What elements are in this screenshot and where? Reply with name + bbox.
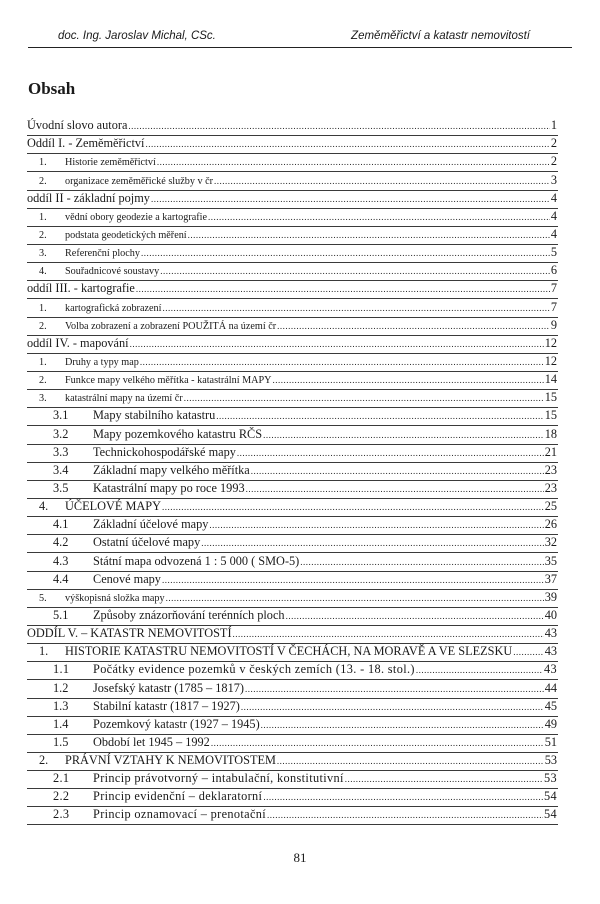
toc-entry-label: Historie zeměměřictví bbox=[65, 157, 156, 169]
toc-entry bbox=[27, 390, 558, 408]
toc-entry-page: 6 bbox=[550, 263, 557, 278]
dot-leader bbox=[214, 173, 550, 190]
toc-entry-label: Oddíl I. - Zeměměřictví bbox=[27, 136, 145, 151]
toc-entry bbox=[27, 245, 558, 263]
toc-entry-number: 2.3 bbox=[53, 807, 70, 822]
toc-entry-label: oddíl IV. - mapování bbox=[27, 335, 129, 350]
toc-entry-number: 1. bbox=[39, 211, 47, 223]
toc-entry-label: Funkce mapy velkého měřítka - katastrální MAPY bbox=[65, 375, 272, 387]
toc-entry-page: 53 bbox=[544, 753, 557, 768]
toc-entry-label: kartografická zobrazení bbox=[65, 302, 162, 314]
toc-entry-number: 1.3 bbox=[53, 698, 69, 713]
toc-entry-label: HISTORIE KATASTRU NEMOVITOSTÍ V ČECHÁCH, NA MORAVĚ A VE SLEZSKU bbox=[65, 644, 513, 659]
header-divider bbox=[28, 47, 572, 48]
dot-leader bbox=[267, 807, 543, 824]
toc-entry-label: Technickohospodářské mapy bbox=[93, 444, 236, 459]
toc-entry-page: 21 bbox=[544, 444, 557, 459]
toc-entry-page: 53 bbox=[544, 771, 557, 786]
toc-entry-number: 3.5 bbox=[53, 480, 69, 495]
dot-leader bbox=[157, 154, 550, 171]
dot-leader bbox=[261, 717, 544, 734]
toc-entry-number: 1. bbox=[39, 302, 47, 314]
toc-entry-page: 4 bbox=[550, 208, 557, 223]
toc-entry-page: 54 bbox=[544, 807, 557, 822]
toc-entry bbox=[27, 535, 558, 553]
toc-entry bbox=[27, 644, 558, 662]
toc-entry bbox=[27, 154, 558, 172]
toc-entry bbox=[27, 318, 558, 336]
dot-leader bbox=[216, 408, 543, 425]
toc-entry-label: Druhy a typy map bbox=[65, 356, 139, 368]
toc-entry-number: 3. bbox=[39, 393, 47, 405]
dot-leader bbox=[277, 753, 544, 770]
dot-leader bbox=[162, 300, 549, 317]
toc-entry-label: Mapy pozemkového katastru RČS bbox=[93, 426, 263, 441]
toc-entry-number: 5. bbox=[39, 592, 47, 604]
toc-entry-page: 15 bbox=[544, 408, 557, 423]
toc-entry-page: 4 bbox=[550, 226, 557, 241]
toc-entry bbox=[27, 572, 558, 590]
dot-leader bbox=[241, 699, 544, 716]
dot-leader bbox=[136, 281, 550, 298]
toc-entry-page: 1 bbox=[550, 118, 557, 133]
toc-entry bbox=[27, 191, 558, 209]
toc-entry-page: 26 bbox=[544, 517, 557, 532]
toc-entry-page: 37 bbox=[544, 571, 557, 586]
running-header bbox=[28, 30, 572, 46]
dot-leader bbox=[145, 136, 549, 153]
dot-leader bbox=[277, 318, 550, 335]
toc-entry-page: 9 bbox=[550, 317, 557, 332]
dot-leader bbox=[263, 427, 544, 444]
toc-entry-label: Princip evidenční – deklaratorní bbox=[93, 789, 263, 804]
dot-leader bbox=[251, 463, 544, 480]
toc-entry-page: 15 bbox=[544, 390, 557, 405]
toc-entry bbox=[27, 699, 558, 717]
dot-leader bbox=[513, 644, 543, 661]
dot-leader bbox=[416, 662, 543, 679]
toc-entry-number: 1.4 bbox=[53, 716, 69, 731]
toc-entry-label: Cenové mapy bbox=[93, 571, 161, 586]
toc-entry bbox=[27, 553, 558, 571]
table-of-contents bbox=[27, 118, 558, 825]
dot-leader bbox=[160, 263, 550, 280]
dot-leader bbox=[237, 445, 544, 462]
toc-entry-label: oddíl III. - kartografie bbox=[27, 281, 135, 296]
toc-entry bbox=[27, 227, 558, 245]
dot-leader bbox=[211, 735, 544, 752]
toc-entry-label: výškopisná složka mapy bbox=[65, 592, 165, 604]
toc-entry-number: 1. bbox=[39, 644, 49, 659]
toc-entry bbox=[27, 299, 558, 317]
toc-entry-number: 2. bbox=[39, 753, 49, 768]
header-book-title: Zeměměřictví a katastr nemovitostí bbox=[351, 30, 530, 42]
toc-entry bbox=[27, 481, 558, 499]
toc-entry-number: 2. bbox=[39, 229, 47, 241]
dot-leader bbox=[162, 499, 544, 516]
toc-entry-page: 35 bbox=[544, 553, 557, 568]
toc-entry-page: 51 bbox=[544, 734, 557, 749]
toc-entry-number: 2. bbox=[39, 320, 47, 332]
toc-entry-page: 7 bbox=[550, 281, 557, 296]
toc-entry bbox=[27, 608, 558, 626]
toc-entry bbox=[27, 354, 558, 372]
dot-leader bbox=[201, 535, 543, 552]
toc-entry-label: Základní účelové mapy bbox=[93, 517, 209, 532]
toc-entry-page: 14 bbox=[544, 372, 557, 387]
toc-entry bbox=[27, 662, 558, 680]
toc-entry-number: 1.1 bbox=[53, 662, 70, 677]
toc-entry bbox=[27, 789, 558, 807]
toc-entry-number: 5.1 bbox=[53, 607, 69, 622]
dot-leader bbox=[233, 626, 544, 643]
toc-entry-page: 7 bbox=[550, 299, 557, 314]
toc-entry-number: 1. bbox=[39, 356, 47, 368]
toc-entry bbox=[27, 281, 558, 299]
toc-entry bbox=[27, 753, 558, 771]
dot-leader bbox=[162, 572, 544, 589]
toc-entry-label: Pozemkový katastr (1927 – 1945) bbox=[93, 716, 260, 731]
toc-entry-page: 23 bbox=[544, 480, 557, 495]
toc-entry-label: PRÁVNÍ VZTAHY K NEMOVITOSTEM bbox=[65, 753, 276, 768]
dot-leader bbox=[188, 227, 550, 244]
toc-entry bbox=[27, 735, 558, 753]
toc-entry bbox=[27, 408, 558, 426]
toc-entry-label: Princip oznamovací – prenotační bbox=[93, 807, 267, 822]
toc-entry-page: 18 bbox=[544, 426, 557, 441]
dot-leader bbox=[208, 209, 550, 226]
toc-entry-label: Souřadnicové soustavy bbox=[65, 266, 160, 278]
toc-entry-page: 45 bbox=[544, 698, 557, 713]
toc-entry bbox=[27, 172, 558, 190]
toc-entry-label: Volba zobrazení a zobrazení POUŽITÁ na území čr bbox=[65, 320, 277, 332]
toc-entry-page: 2 bbox=[550, 136, 557, 151]
toc-entry-number: 4.4 bbox=[53, 571, 69, 586]
toc-entry-page: 43 bbox=[544, 644, 557, 659]
toc-entry-number: 2.1 bbox=[53, 771, 70, 786]
toc-entry-number: 3.4 bbox=[53, 462, 69, 477]
toc-entry-page: 3 bbox=[550, 172, 557, 187]
toc-entry-label: katastrální mapy na území čr bbox=[65, 393, 183, 405]
toc-entry-number: 4.2 bbox=[53, 535, 69, 550]
toc-entry bbox=[27, 136, 558, 154]
toc-entry bbox=[27, 118, 558, 136]
toc-entry-label: Stabilní katastr (1817 – 1927) bbox=[93, 698, 240, 713]
toc-entry-number: 4. bbox=[39, 499, 49, 514]
dot-leader bbox=[166, 590, 544, 607]
dot-leader bbox=[141, 245, 550, 262]
toc-entry-number: 4. bbox=[39, 266, 47, 278]
toc-entry-number: 4.1 bbox=[53, 517, 69, 532]
toc-entry-label: Období let 1945 – 1992 bbox=[93, 734, 210, 749]
dot-leader bbox=[286, 608, 544, 625]
toc-entry-page: 32 bbox=[544, 535, 557, 550]
toc-entry bbox=[27, 680, 558, 698]
toc-entry-label: Úvodní slovo autora bbox=[27, 118, 128, 133]
header-author: doc. Ing. Jaroslav Michal, CSc. bbox=[58, 30, 216, 42]
toc-entry-number: 3. bbox=[39, 248, 47, 260]
toc-entry-page: 40 bbox=[544, 607, 557, 622]
toc-entry bbox=[27, 717, 558, 735]
toc-entry bbox=[27, 426, 558, 444]
dot-leader bbox=[246, 481, 544, 498]
toc-entry-label: oddíl II - základní pojmy bbox=[27, 190, 150, 205]
toc-entry-number: 1.5 bbox=[53, 734, 69, 749]
toc-entry-page: 12 bbox=[544, 353, 557, 368]
toc-entry-number: 2. bbox=[39, 375, 47, 387]
toc-entry-number: 1.2 bbox=[53, 680, 69, 695]
dot-leader bbox=[140, 354, 544, 371]
toc-entry-page: 25 bbox=[544, 499, 557, 514]
toc-entry-page: 4 bbox=[550, 190, 557, 205]
toc-entry-page: 44 bbox=[544, 680, 557, 695]
toc-entry-page: 39 bbox=[544, 589, 557, 604]
toc-entry-label: Základní mapy velkého měřítka bbox=[93, 462, 250, 477]
toc-entry-page: 12 bbox=[544, 335, 557, 350]
toc-entry-number: 3.1 bbox=[53, 408, 69, 423]
toc-entry-page: 43 bbox=[544, 626, 557, 641]
toc-entry-number: 3.2 bbox=[53, 426, 69, 441]
toc-entry bbox=[27, 807, 558, 825]
toc-entry-number: 3.3 bbox=[53, 444, 69, 459]
toc-entry-page: 43 bbox=[544, 662, 557, 677]
toc-entry-label: organizace zeměměřické služby v čr bbox=[65, 175, 214, 187]
toc-entry bbox=[27, 626, 558, 644]
toc-entry-label: Způsoby znázorňování terénních ploch bbox=[93, 607, 285, 622]
toc-entry bbox=[27, 372, 558, 390]
toc-entry-number: 1. bbox=[39, 157, 47, 169]
page-number: 81 bbox=[293, 850, 307, 865]
toc-entry-page: 23 bbox=[544, 462, 557, 477]
toc-entry-label: Počátky evidence pozemků v českých zemích (13. - 18. stol.) bbox=[93, 662, 415, 677]
toc-entry-number: 2.2 bbox=[53, 789, 70, 804]
toc-entry-label: Josefský katastr (1785 – 1817) bbox=[93, 680, 244, 695]
toc-entry bbox=[27, 445, 558, 463]
toc-entry bbox=[27, 517, 558, 535]
toc-entry-label: vědní obory geodezie a kartografie bbox=[65, 211, 207, 223]
page-title: Obsah bbox=[28, 79, 76, 98]
toc-entry-page: 54 bbox=[544, 789, 557, 804]
toc-entry-page: 49 bbox=[544, 716, 557, 731]
dot-leader bbox=[130, 336, 544, 353]
dot-leader bbox=[128, 118, 549, 135]
toc-entry bbox=[27, 590, 558, 608]
toc-entry-number: 2. bbox=[39, 175, 47, 187]
toc-entry-label: ÚČELOVÉ MAPY bbox=[65, 499, 161, 514]
toc-entry bbox=[27, 771, 558, 789]
dot-leader bbox=[300, 554, 543, 571]
toc-entry-label: Státní mapa odvozená 1 : 5 000 ( SMO-5) bbox=[93, 553, 300, 568]
toc-entry-label: Referenční plochy bbox=[65, 248, 140, 260]
toc-entry bbox=[27, 499, 558, 517]
toc-entry-label: podstata geodetických měření bbox=[65, 229, 187, 241]
toc-entry bbox=[27, 263, 558, 281]
toc-entry-page: 2 bbox=[550, 154, 557, 169]
dot-leader bbox=[209, 517, 543, 534]
toc-entry-number: 4.3 bbox=[53, 553, 69, 568]
toc-entry bbox=[27, 463, 558, 481]
dot-leader bbox=[345, 771, 543, 788]
toc-entry-page: 5 bbox=[550, 245, 557, 260]
toc-entry-label: Katastrální mapy po roce 1993 bbox=[93, 480, 245, 495]
dot-leader bbox=[263, 789, 543, 806]
dot-leader bbox=[273, 372, 544, 389]
dot-leader bbox=[245, 681, 544, 698]
toc-entry-label: Ostatní účelové mapy bbox=[93, 535, 201, 550]
toc-entry-label: Princip právotvorný – intabulační, konstitutivní bbox=[93, 771, 344, 786]
toc-entry-label: ODDÍL V. – KATASTR NEMOVITOSTÍ bbox=[27, 626, 232, 641]
toc-entry bbox=[27, 336, 558, 354]
dot-leader bbox=[184, 390, 544, 407]
toc-entry-label: Mapy stabilního katastru bbox=[93, 408, 216, 423]
dot-leader bbox=[151, 191, 550, 208]
toc-entry bbox=[27, 209, 558, 227]
